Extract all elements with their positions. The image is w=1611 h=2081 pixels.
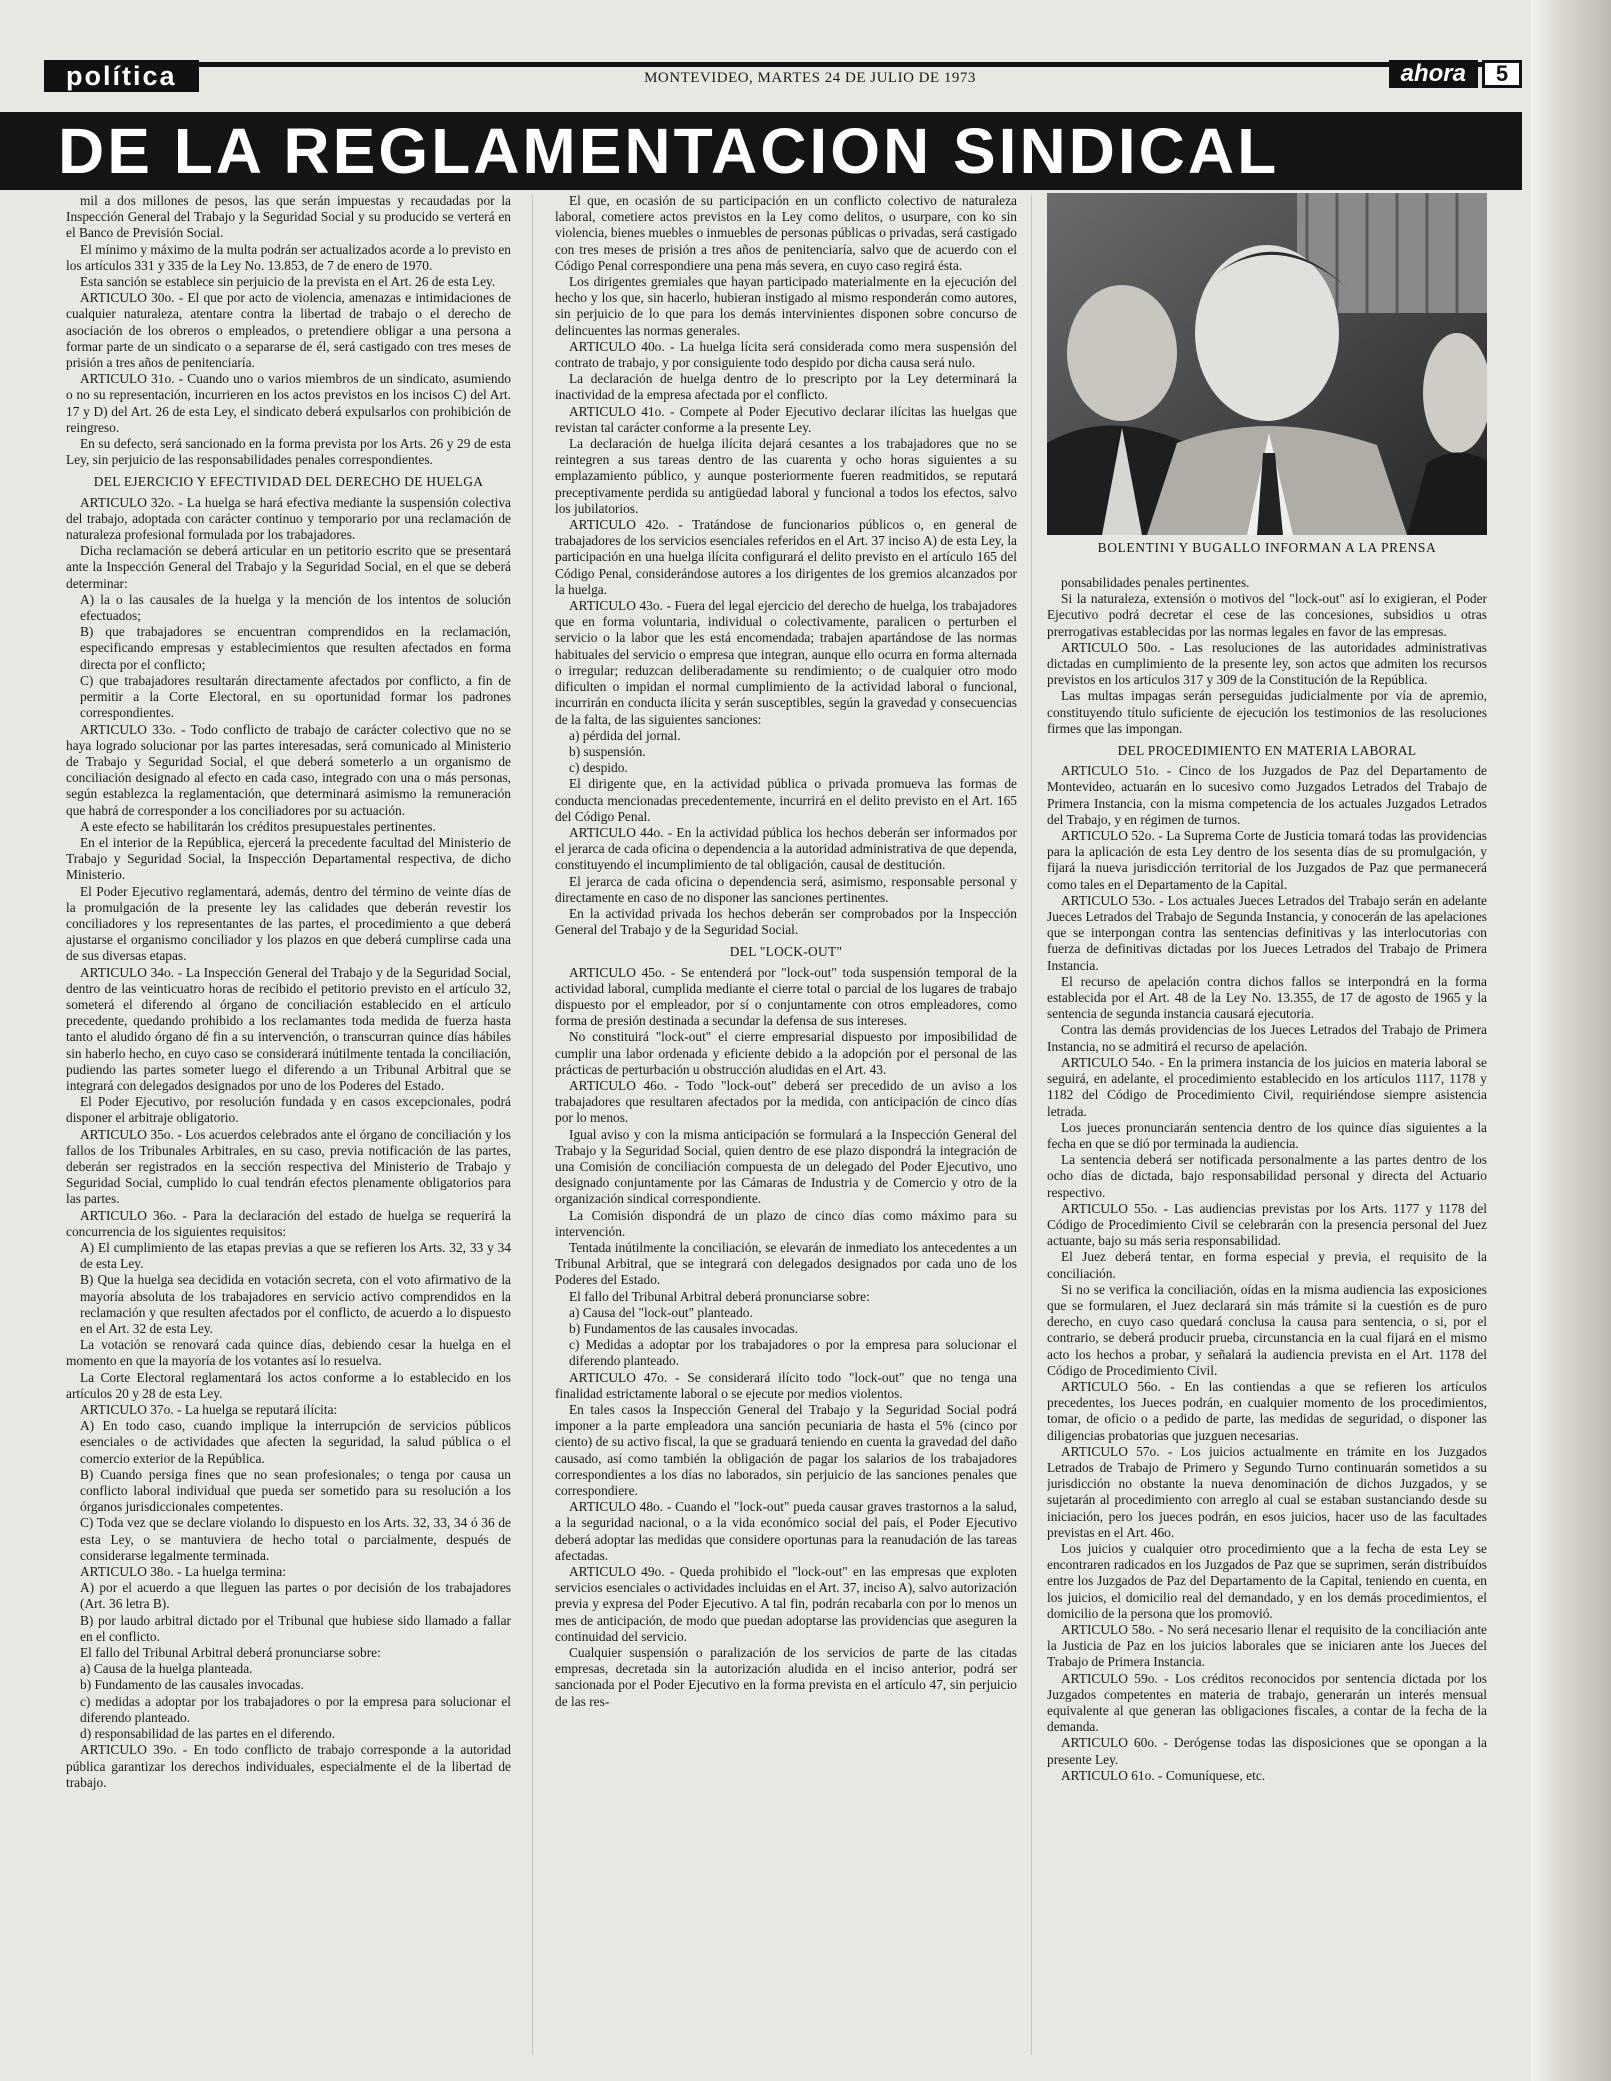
column-gutter: [1031, 195, 1032, 2055]
paragraph: En el interior de la República, ejercerá la precedente facultad del Ministerio de Trabajo y Seguridad Social, la Inspección Departamental respectiva, de dicho Ministerio.: [66, 834, 511, 883]
paragraph: b) suspensión.: [569, 743, 646, 759]
page-edge: [1531, 0, 1611, 2081]
headline: DE LA REGLAMENTACION SINDICAL: [0, 112, 1522, 190]
paragraph: Cualquier suspensión o paralización de los servicios de parte de las citadas empresas, decretada sin la autorización aludida en el inciso anterior, podrá ser sancionada por el Poder Ejecutivo en la forma prevista en el artículo 47, sin perjuicio de las res-: [555, 1645, 1017, 1709]
paragraph: Si no se verifica la conciliación, oídas en la misma audiencia las exposiciones que se formularen, el Juez declarará sin más trámite si la cuestión es de puro derecho, en cuyo caso quedará conclusa la causa para sentencia, o si, por el contrario, se deberá producir prueba, circunstancia en la cual fijará en el mismo acto los hechos a probar, y señalará la audiencia prevista en el Art. 1178 del Código de Procedimiento Civil.: [1047, 1281, 1487, 1378]
paragraph: ARTICULO 30o. - El que por acto de violencia, amenazas e intimidaciones de cualquier naturaleza, atentare contra la libertad de trabajo o el derecho de asociación de los obreros o empleados, o pretendiere obligar a una persona a formar parte de un sindicato o a separarse de él, será castigado con tres meses de prisión a tres años de penitenciaría.: [66, 290, 511, 371]
paragraph: ARTICULO 35o. - Los acuerdos celebrados ante el órgano de conciliación y los fallos de los Tribunales Arbitrales, en su caso, previa notificación de las partes, deberán ser registrados en la sección respectiva del Ministerio de Trabajo y Seguridad Social, cumplido lo cual tendrán efectos plenamente obligatorios para las partes.: [66, 1126, 511, 1207]
paragraph: ARTICULO 60o. - Derógense todas las disposiciones que se opongan a la presente Ley.: [1047, 1735, 1487, 1767]
paragraph: La votación se renovará cada quince días, debiendo cesar la huelga en el momento en que la mayoría de los votantes así lo resuelva.: [66, 1337, 511, 1369]
paragraph: El recurso de apelación contra dichos fallos se interpondrá en la forma establecida por el Art. 48 de la Ley No. 13.355, de 17 de agosto de 1965 y la sentencia de segunda instancia causará ejecutoria.: [1047, 973, 1487, 1022]
dateline: MONTEVIDEO, MARTES 24 DE JULIO DE 1973: [644, 70, 976, 86]
column-gutter: [532, 195, 533, 2055]
paragraph: ARTICULO 37o. - La huelga se reputará ilícita:: [80, 1402, 338, 1418]
paragraph: El que, en ocasión de su participación en un conflicto colectivo de naturaleza laboral, cometiere actos previstos en la Ley como delitos, o usurpare, con ko sin violencia, bienes muebles o inmuebles de personas públicas o privadas, será castigado con tres meses de prisión a tres años de penitenciaría, salvo que de acuerdo con el Código Penal correspondiere una pena más severa, en cuyo caso regirá ésta.: [555, 193, 1017, 273]
paragraph: El jerarca de cada oficina o dependencia será, asimismo, responsable personal y directamente en caso de no disponer las sanciones pertinentes.: [555, 873, 1017, 905]
paragraph: Las multas impagas serán perseguidas judicialmente por vía de apremio, constituyendo título suficiente de ejecución los testimonios de las resoluciones firmes que las impongan.: [1047, 688, 1487, 736]
paragraph: ARTICULO 38o. - La huelga termina:: [80, 1564, 286, 1580]
paragraph: ARTICULO 49o. - Queda prohibido el "lock-out" en las empresas que exploten servicios esenciales o actividades incluidas en el Art. 37, inciso A), salvo autorización previa y expresa del Poder Ejecutivo. A tal fin, podrán recabarla con por lo menos un mes de anticipación, de modo que puedan adoptarse las providencias que aseguren la continuidad del servicio.: [555, 1564, 1017, 1644]
paragraph: ARTICULO 56o. - En las contiendas a que se refieren los artículos precedentes, los Jueces podrán, en cualquier momento de los procedimientos, tomar, de oficio o a pedido de parte, las medidas de seguridad, o disponer las diligencias probatorias que juzguen necesarias.: [1047, 1378, 1487, 1443]
paragraph: La sentencia deberá ser notificada personalmente a las partes dentro de los ocho días de dictada, bajo responsabilidad personal y directa del Actuario respectivo.: [1047, 1152, 1487, 1200]
paragraph: En su defecto, será sancionado en la forma prevista por los Arts. 26 y 29 de esta Ley, sin perjuicio de las responsabilidades penales correspondientes.: [66, 436, 511, 468]
page-number: 5: [1482, 60, 1522, 88]
paragraph: ARTICULO 44o. - En la actividad pública los hechos deberán ser informados por el jerarca de cada oficina o dependencia a la autoridad administrativa de que dependa, constituyendo el incumplimiento de tal obligación, causal de destitución.: [555, 824, 1017, 873]
paragraph: ARTICULO 46o. - Todo "lock-out" deberá ser precedido de un aviso a los trabajadores que resultaren afectados por la medida, con anticipación de cinco días por lo menos.: [555, 1077, 1017, 1126]
paragraph: Dicha reclamación se deberá articular en un petitorio escrito que se presentará ante la Inspección General del Trabajo y la Seguridad Social, en el que se deberá determinar:: [66, 543, 511, 591]
photo-caption: BOLENTINI Y BUGALLO INFORMAN A LA PRENSA: [1097, 540, 1437, 555]
paragraph: ARTICULO 61o. - Comuníquese, etc.: [1061, 1767, 1266, 1783]
paragraph: El fallo del Tribunal Arbitral deberá pronunciarse sobre:: [569, 1288, 870, 1304]
paragraph: a) Causa del "lock-out" planteado.: [569, 1304, 753, 1320]
paragraph: En tales casos la Inspección General del Trabajo y la Seguridad Social podrá imponer a la parte empleadora una sanción pecuniaria de hasta el 5% (cinco por ciento) de su activo fiscal, la que se graduará teniendo en cuenta la gravedad del daño causado, así como también la obligación de pagar los salarios de los trabajadores correspondientes a los días no laborados, sin perjuicio de las sanciones penales que correspondiere.: [555, 1402, 1017, 1499]
paragraph: B) Cuando persiga fines que no sean profesionales; o tenga por causa un conflicto laboral individual que pueda ser sometido para su resolución a los órganos jurisdiccionales competentes.: [80, 1466, 511, 1515]
paragraph: El mínimo y máximo de la multa podrán ser actualizados acorde a lo previsto en los artículos 331 y 335 de la Ley No. 13.853, de 7 de enero de 1970.: [66, 241, 511, 273]
article-column-3: [1047, 575, 1487, 2055]
paragraph: ARTICULO 55o. - Las audiencias previstas por los Arts. 1177 y 1178 del Código de Procedimiento Civil se celebrarán con la presencia personal del Juez actuante, bajo su más seria responsabilidad.: [1047, 1200, 1487, 1249]
paragraph: A) por el acuerdo a que lleguen las partes o por decisión de los trabajadores (Art. 36 letra B).: [80, 1580, 511, 1612]
paragraph: La declaración de huelga ilícita dejará cesantes a los trabajadores que no se reintegren a sus tareas dentro de las cuarenta y ocho horas siguientes a su emplazamiento público, y aunque posteriormente fueren readmitidos, se reputará preceptivamente perdida su antigüedad laboral y funcional a todos los efectos, salvo los jubilatorios.: [555, 436, 1017, 516]
paragraph: a) pérdida del jornal.: [569, 727, 681, 743]
section-label: política: [44, 60, 199, 92]
paragraph: A) En todo caso, cuando implique la interrupción de servicios públicos esenciales o de actividades que afecten la seguridad, la salud pública o el comercio exterior de la República.: [80, 1418, 511, 1466]
paragraph: mil a dos millones de pesos, las que serán impuestas y recaudadas por la Inspección General del Trabajo y la Seguridad Social y su producido se verterá en el Banco de Previsión Social.: [66, 193, 511, 241]
paragraph: Contra las demás providencias de los Jueces Letrados del Trabajo de Primera Instancia, no se admitirá el recurso de apelación.: [1047, 1022, 1487, 1054]
paragraph: B) que trabajadores se encuentran comprendidos en la reclamación, especificando empresas y establecimientos que resulten afectados en forma directa por el conflicto;: [80, 624, 511, 672]
paragraph: DEL PROCEDIMIENTO EN MATERIA LABORAL: [1117, 743, 1417, 759]
press-photo-image: [1047, 193, 1487, 535]
paragraph: ARTICULO 59o. - Los créditos reconocidos por sentencia dictada por los Juzgados competentes en materia de trabajo, generarán un interés mensual equivalente al que generan las obligaciones fiscales, a contar de la fecha de la demanda.: [1047, 1670, 1487, 1735]
paragraph: ARTICULO 36o. - Para la declaración del estado de huelga se requerirá la concurrencia de los siguientes requisitos:: [66, 1207, 511, 1239]
paragraph: ARTICULO 48o. - Cuando el "lock-out" pueda causar graves trastornos a la salud, a la seguridad nacional, o a la vida económico social del país, el Poder Ejecutivo deberá adoptar las medidas que considere oportunas para la reanudación de las tareas afectadas.: [555, 1499, 1017, 1563]
paragraph: La declaración de huelga dentro de lo prescripto por la Ley determinará la inactividad de la empresa afectada por el conflicto.: [555, 371, 1017, 403]
paragraph: ARTICULO 33o. - Todo conflicto de trabajo de carácter colectivo que no se haya logrado solucionar por las partes interesadas, será comunicado al Ministerio de Trabajo y Seguridad Social, el que deberá someterlo a un organismo de conciliación designado al efecto en cada caso, integrado con una o más personas, según establezca la reglamentación, que determinará asimismo la remuneración que habrá de corresponder a los conciliadores por su actuación.: [66, 721, 511, 818]
paragraph: B) Que la huelga sea decidida en votación secreta, con el voto afirmativo de la mayoría absoluta de los trabajadores en servicio activo comprendidos en la reclamación y que resulten afectados por el conflicto, de acuerdo a lo dispuesto en el Art. 32 de esta Ley.: [80, 1272, 511, 1337]
paragraph: Los dirigentes gremiales que hayan participado materialmente en la ejecución del hecho y los que, sin hacerlo, hubieran instigado al mismo responderán como autores, sin perjuicio de lo que para los demás intervinientes disponen sobre concurso de delincuentes las normas generales.: [555, 274, 1017, 338]
paragraph: C) que trabajadores resultarán directamente afectados por conflicto, a fin de permitir a la Corte Electoral, en su oportunidad formar los padrones correspondientes.: [80, 672, 511, 721]
paragraph: c) medidas a adoptar por los trabajadores o por la empresa para solucionar el diferendo planteado.: [80, 1693, 511, 1725]
paragraph: ARTICULO 45o. - Se entenderá por "lock-out" toda suspensión temporal de la actividad laboral, cumplida mediante el cierre total o parcial de los lugares de trabajo dispuesto por el empleador, por sí o conjuntamente con otros empleadores, como forma de presión destinada a secundar la defensa de sus intereses.: [555, 964, 1017, 1029]
paragraph: En la actividad privada los hechos deberán ser comprobados por la Inspección General del Trabajo y de la Seguridad Social.: [555, 905, 1017, 938]
paragraph: ARTICULO 47o. - Se considerará ilícito todo "lock-out" que no tenga una finalidad estrictamente laboral o se ejecute por medios violentos.: [555, 1369, 1017, 1401]
masthead: [1389, 60, 1522, 88]
paragraph: ARTICULO 40o. - La huelga lícita será considerada como mera suspensión del contrato de trabajo, y por consiguiente todo despido por dicha causa será nulo.: [555, 338, 1017, 371]
masthead-name: ahora: [1389, 60, 1478, 88]
paragraph: El dirigente que, en la actividad pública o privada promueva las formas de conducta mencionadas precedentemente, incurrirá en el delito previsto en el Art. 165 del Código Penal.: [555, 776, 1017, 824]
paragraph: ARTICULO 42o. - Tratándose de funcionarios públicos o, en general de trabajadores de los servicios esenciales referidos en el Art. 37 inciso A) de esta Ley, la participación en una huelga ilícita configurará el delito previsto en el artículo 165 del Código Penal, considerándose autores a los dirigentes de los gremios alcanzados por la huelga.: [555, 517, 1017, 597]
paragraph: Igual aviso y con la misma anticipación se formulará a la Inspección General del Trabajo y la Seguridad Social, quien dentro de ese plazo dispondrá la integración de una Comisión de conciliación compuesta de un delegado del Poder Ejecutivo, uno designado conjuntamente por las Cámaras de Industria y de Comercio y otro de la organización sindical correspondiente.: [555, 1126, 1017, 1207]
paragraph: c) despido.: [569, 760, 628, 776]
paragraph: C) Toda vez que se declare violando lo dispuesto en los Arts. 32, 33, 34 ó 36 de esta Ley, o se mantuviera de hecho total o parcialmente, después de considerarse legalmente terminada.: [80, 1515, 511, 1563]
paragraph: El fallo del Tribunal Arbitral deberá pronunciarse sobre:: [80, 1645, 381, 1661]
paragraph: b) Fundamento de las causales invocadas.: [80, 1677, 304, 1693]
paragraph: A) la o las causales de la huelga y la mención de los intentos de solución efectuados;: [80, 591, 511, 624]
paragraph: ARTICULO 34o. - La Inspección General del Trabajo y de la Seguridad Social, dentro de las veinticuatro horas de recibido el petitorio previsto en el artículo 32, someterá el diferendo al órgano de conciliación establecido en el artículo precedente, quedando prohibido a los reclamantes toda medida de fuerza hasta tanto el aludido órgano dé fin a su intervención, o transcurran quince días hábiles sin haberlo hecho, en cuyo caso se considerará inútilmente tentada la conciliación, pudiendo las partes someter luego el diferendo a un Tribunal Arbitral que se integrará con delegados designados por uno de los Poderes del Estado.: [66, 964, 511, 1093]
paragraph: ARTICULO 51o. - Cinco de los Juzgados de Paz del Departamento de Montevideo, actuarán en lo sucesivo como Juzgados Letrados del Trabajo de Primera Instancia, con la misma competencia de los actuales Juzgados Letrados del Trabajo, y en régimen de turnos.: [1047, 763, 1487, 827]
paragraph: El Poder Ejecutivo, por resolución fundada y en casos excepcionales, podrá disponer el arbitraje obligatorio.: [66, 1094, 511, 1126]
paragraph: ARTICULO 52o. - La Suprema Corte de Justicia tomará todas las providencias para la aplicación de esta Ley dentro de los sesenta días de su promulgación, y fijará la nueva jurisdicción territorial de los Juzgados de Paz que permanecerá como tales en el Departamento de la Capital.: [1047, 828, 1487, 892]
paragraph: d) responsabilidad de las partes en el diferendo.: [80, 1726, 336, 1742]
paragraph: ARTICULO 31o. - Cuando uno o varios miembros de un sindicato, asumiendo o no su representación, incurrieren en los actos previstos en los incisos C) del Art. 17 y D) del Art. 26 de esta Ley, el sindicato deberá expulsarlos con prohibición de reingreso.: [66, 371, 511, 435]
press-photo: [1047, 193, 1487, 535]
paragraph: El Poder Ejecutivo reglamentará, además, dentro del término de veinte días de la promulgación de la presente ley las calidades que deberán revestir los conciliadores y los representantes de las partes, el procedimiento a que deberá ajustarse el organismo conciliador y los plazos en que deberá cumplirse cada una de sus diversas etapas.: [66, 883, 511, 964]
paragraph: A este efecto se habilitarán los créditos presupuestales pertinentes.: [80, 818, 436, 834]
paragraph: No constituirá "lock-out" el cierre empresarial dispuesto por imposibilidad de cumplir una labor ordenada y eficiente debido a la adopción por el personal de las prácticas de perturbación u obstrucción aludidas en el Art. 43.: [555, 1029, 1017, 1077]
paragraph: La Comisión dispondrá de un plazo de cinco días como máximo para su intervención.: [555, 1207, 1017, 1239]
paragraph: ARTICULO 57o. - Los juicios actualmente en trámite en los Juzgados Letrados de Trabajo de Primero y Segundo Turno continuarán sometidos a su jurisdicción no obstante la nueva denominación de dichos Juzgados, y se sujetarán al procedimiento con arreglo al cual se estaban sustanciando desde su iniciación, pero los jueces podrán, en esos juicios, hacer uso de las facultades previstas en el Art. 46o.: [1047, 1443, 1487, 1540]
paragraph: ARTICULO 41o. - Compete al Poder Ejecutivo declarar ilícitas las huelgas que revistan tal carácter conforme a la presente Ley.: [555, 403, 1017, 435]
paragraph: DEL EJERCICIO Y EFECTIVIDAD DEL DERECHO DE HUELGA: [93, 474, 484, 490]
paragraph: ARTICULO 50o. - Las resoluciones de las autoridades administrativas dictadas en cumplimiento de la presente ley, son actos que admiten los recursos previstos en los artículos 317 y 309 de la Constitución de la República.: [1047, 639, 1487, 688]
top-rule: [44, 62, 1522, 67]
article-column-1: [66, 193, 511, 2058]
paragraph: ARTICULO 43o. - Fuera del legal ejercicio del derecho de huelga, los trabajadores que en forma voluntaria, individual o colectivamente, paralicen o perturben el servicio o la labor que les está encomendada; trabajen apartándose de las normas habituales del servicio o empresa que integran, aunque ello ocurra en forma alternada o irregular; reduzcan deliberadamente su rendimiento; o de cualquier otro modo dificulten o impidan el normal cumplimiento de la actividad laboral o funcional, incurrirán en conducta ilícita y serán susceptibles, según la gravedad y consecuencias de la falta, de las siguientes sanciones:: [555, 598, 1017, 727]
paragraph: La Corte Electoral reglamentará los actos conforme a lo establecido en los artículos 20 y 28 de esta Ley.: [66, 1369, 511, 1401]
paragraph: Si la naturaleza, extensión o motivos del "lock-out" así lo exigieran, el Poder Ejecutivo podrá decretar el cese de las concesiones, subsidios u otras prerrogativas establecidas por las normas legales en favor de las empresas.: [1047, 591, 1487, 639]
paragraph: a) Causa de la huelga planteada.: [80, 1661, 253, 1677]
paragraph: Los jueces pronunciarán sentencia dentro de los quince días siguientes a la fecha en que se dió por terminada la audiencia.: [1047, 1119, 1487, 1151]
paragraph: ARTICULO 53o. - Los actuales Jueces Letrados del Trabajo serán en adelante Jueces Letrados del Trabajo de Segunda Instancia, y conocerán de las apelaciones que se interpongan contra las sentencias definitivas y las interlocutorias con fuerza de definitivas dictadas por los Jueces Letrados del Trabajo de Primera Instancia.: [1047, 892, 1487, 973]
paragraph: Tentada inútilmente la conciliación, se elevarán de inmediato los antecedentes a un Tribunal Arbitral, que se integrará con delegados designados por cada uno de los Poderes del Estado.: [555, 1240, 1017, 1288]
paragraph: B) por laudo arbitral dictado por el Tribunal que hubiese sido llamado a fallar en el conflicto.: [80, 1612, 511, 1644]
paragraph: Esta sanción se establece sin perjuicio de la prevista en el Art. 26 de esta Ley.: [80, 274, 496, 290]
paragraph: El Juez deberá tentar, en forma especial y previa, el requisito de la conciliación.: [1047, 1249, 1487, 1281]
paragraph: ponsabilidades penales pertinentes.: [1061, 575, 1250, 590]
paragraph: c) Medidas a adoptar por los trabajadores o por la empresa para solucionar el diferendo planteado.: [569, 1337, 1017, 1369]
article-column-2: [555, 193, 1017, 2058]
paragraph: ARTICULO 58o. - No será necesario llenar el requisito de la conciliación ante la Justicia de Paz en los juicios laborales que se iniciaren ante los Jueces del Trabajo de Primera Instancia.: [1047, 1622, 1487, 1670]
paragraph: b) Fundamentos de las causales invocadas.: [569, 1321, 799, 1337]
paragraph: DEL "LOCK-OUT": [729, 944, 843, 960]
paragraph: ARTICULO 39o. - En todo conflicto de trabajo corresponde a la autoridad pública garantizar los derechos individuales, especialmente el de la libertad de trabajo.: [66, 1742, 511, 1790]
paragraph: ARTICULO 54o. - En la primera instancia de los juicios en materia laboral se seguirá, en adelante, el procedimiento establecido en los artículos 1117, 1178 y 1182 del Código de Procedimiento Civil, requiriéndose siempre asistencia letrada.: [1047, 1054, 1487, 1119]
paragraph: ARTICULO 32o. - La huelga se hará efectiva mediante la suspensión colectiva del trabajo, adoptada con carácter continuo y temporario por una reclamación de naturaleza profesional formulada por los trabajadores.: [66, 494, 511, 543]
paragraph: Los juicios y cualquier otro procedimiento que a la fecha de esta Ley se encontraren radicados en los Juzgados de Paz que se suprimen, serán distribuídos entre los Juzgados de Paz del Departamento de la Capital, teniendo en cuenta, en los juicios, el domicilio real del demandado, y en los demás procedimientos, el domicilio de la persona que los promovió.: [1047, 1540, 1487, 1621]
paragraph: A) El cumplimiento de las etapas previas a que se refieren los Arts. 32, 33 y 34 de esta Ley.: [80, 1240, 511, 1272]
